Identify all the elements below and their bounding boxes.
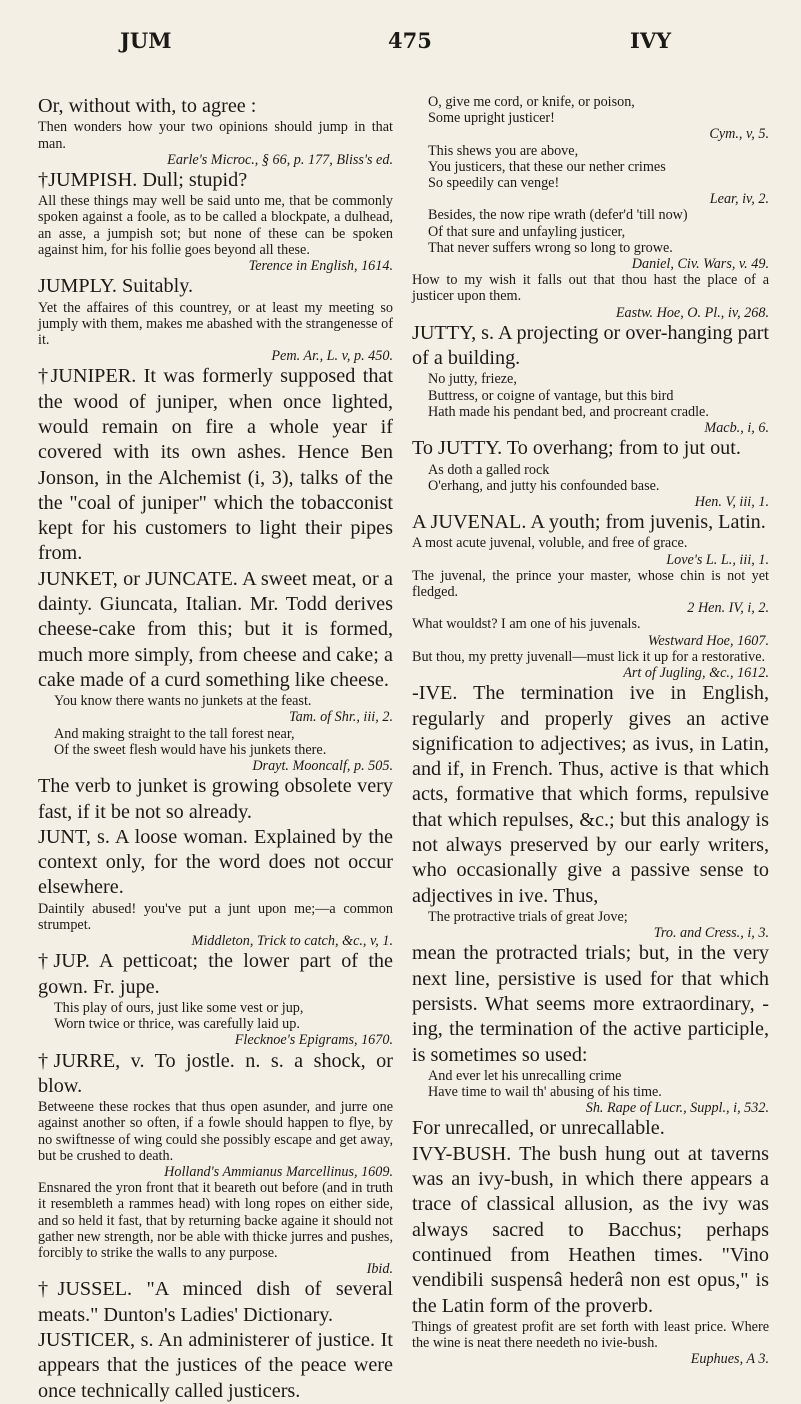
quotation: No jutty, frieze, [428, 371, 517, 388]
citation: 2 Hen. IV, i, 2. [687, 600, 769, 617]
header-right-word: IVY [630, 28, 672, 53]
entry-jumply: JUMPLY. Suitably. [38, 275, 194, 298]
citation: Terence in English, 1614. [248, 258, 393, 275]
citation: Tro. and Cress., i, 3. [653, 925, 769, 942]
entry-text: For unrecalled, or unrecallable. [412, 1117, 665, 1140]
entry-justicer: JUSTICER, s. An administerer of justice. It appears that the justices of the peace were once technically called justicers. [38, 1328, 393, 1402]
quotation: Betweene these rockes that thus open asunder, and jurre one against another so often, if a fowle should happen to flye, by no swiftnesse of wing could she possibly escape and get away, but be crushed to death. [38, 1099, 393, 1164]
entry-jussel: †JUSSEL. "A minced dish of several meats." Dunton's Ladies' Dictionary. [38, 1278, 393, 1326]
entry-junket: JUNKET, or JUNCATE. A sweet meat, or a dainty. Giuncata, Italian. Mr. Todd derives cheese-cake from this; but it is formed, much more simply, from cheese and cake; a cake made of a curd something like cheese. [38, 567, 393, 691]
citation: Art of Jugling, &c., 1612. [623, 665, 769, 682]
quotation: This shews you are above, [428, 142, 579, 159]
left-column [38, 94, 393, 1404]
quotation: The juvenal, the prince your master, whose chin is not yet fledged. [412, 567, 769, 601]
citation: Holland's Ammianus Marcellinus, 1609. [164, 1163, 393, 1180]
entry-ivy-bush: IVY-BUSH. The bush hung out at taverns was an ivy-bush, in which there appears a trace of classical allusion, as the ivy was always sacred to Bacchus; perhaps continued from Heathen times. "Vino vendibili suspensâ hederâ non est opus," is the Latin form of the proverb. [412, 1142, 769, 1317]
quotation: Buttress, or coigne of vantage, but this bird [428, 387, 674, 404]
entry-text: The verb to junket is growing obsolete very fast, if it be not so already. [38, 775, 393, 823]
entry-junt: JUNT, s. A loose woman. Explained by the context only, for the word does not occur elsewhere. [38, 825, 393, 899]
quotation: Some upright justicer! [428, 110, 555, 127]
page-number: 475 [388, 28, 432, 53]
quotation: But thou, my pretty juvenall—must lick it up for a restorative. [412, 648, 766, 665]
citation: Drayt. Mooncalf, p. 505. [252, 758, 393, 774]
quotation: The protractive trials of great Jove; [428, 908, 628, 925]
quotation: That never suffers wrong so long to growe. [428, 239, 673, 256]
entry-jurre: †JURRE, v. To jostle. n. s. a shock, or blow. [38, 1049, 393, 1097]
quotation: O, give me cord, or knife, or poison, [428, 94, 635, 110]
quotation: Hath made his pendant bed, and procreant cradle. [428, 403, 709, 420]
quotation: Of the sweet flesh would have his junkets there. [54, 741, 327, 758]
citation: Eastw. Hoe, O. Pl., iv, 268. [615, 304, 769, 321]
quotation: All these things may well be said unto me, that be commonly spoken against a foole, as to be called a blockpate, a dulhead, an asse, a jumpish sot; but none of these can be spoken against him, for his follie goes beyond all these. [38, 193, 393, 258]
quotation: You know there wants no junkets at the feast. [54, 693, 312, 710]
quotation: Have time to wail th' abusing of his time. [428, 1084, 662, 1101]
entry-ive: -IVE. The termination ive in English, regularly and properly gives an active signification to adjectives; as ivus, in Latin, and if, in French. Thus, active is that which acts, formative that which forms, repulsive that which repulses, &c.; but this analogy is not always preserved by our early writers, who occasionally give a passive sense to adjectives in ive. Thus, [412, 682, 769, 907]
entry-to-jutty: To JUTTY. To overhang; from to jut out. [412, 437, 741, 460]
citation: Daniel, Civ. Wars, v. 49. [631, 256, 769, 273]
entry-juniper: †JUNIPER. It was formerly supposed that the wood of juniper, when once lighted, would remain on fire a whole year if covered with its own ashes. Hence Ben Jonson, in the Alchemist (i, 3), talks of the the "coal of juniper" which the tobacconist kept for his customers to light their pipes from. [38, 365, 393, 565]
entry-text: mean the protracted trials; but, in the very next line, persistive is used for that which persists. What seems more extraordinary, -ing, the termination of the active participle, is sometimes so used: [412, 942, 769, 1066]
entry-text: Or, without with, to agree : [38, 95, 257, 117]
right-column [412, 94, 769, 1367]
quotation: So speedily can venge! [428, 175, 560, 192]
quotation: Of that sure and unfayling justicer, [428, 223, 626, 240]
quotation: Then wonders how your two opinions should jump in that man. [38, 119, 393, 152]
quotation: This play of ours, just like some vest or jup, [54, 999, 304, 1016]
header-left-word: JUM [120, 28, 172, 53]
quotation: Ensnared the yron front that it beareth out before (and in truth it resembleth a rammes head) with long ropes on either side, and so held it fast, that by returning backe againe it should not gather new strength, nor be able with thicke jurres and pushes, forcibly to strike the walls to any purpose. [38, 1180, 393, 1261]
citation: Hen. V, iii, 1. [694, 493, 769, 510]
quotation: Things of greatest profit are set forth with least price. Where the wine is neat there needeth no ivie-bush. [412, 1318, 769, 1352]
quotation: Worn twice or thrice, was carefully laid up. [54, 1016, 300, 1033]
citation: Ibid. [366, 1261, 393, 1278]
running-header [0, 28, 801, 58]
quotation: And making straight to the tall forest near, [54, 725, 295, 742]
citation: Cym., v, 5. [709, 126, 769, 143]
quotation: What wouldst? I am one of his juvenals. [412, 616, 641, 633]
quotation: Besides, the now ripe wrath (defer'd 'till now) [428, 207, 688, 224]
citation: Love's L. L., iii, 1. [666, 551, 769, 568]
citation: Macb., i, 6. [704, 420, 769, 437]
citation: Euphues, A 3. [690, 1351, 769, 1368]
quotation: You justicers, that these our nether crimes [428, 158, 666, 175]
citation: Lear, iv, 2. [709, 191, 769, 208]
citation: Pem. Ar., L. v, p. 450. [271, 348, 393, 365]
entry-jutty: JUTTY, s. A projecting or over-hanging part of a building. [412, 321, 769, 370]
entry-juvenal: A JUVENAL. A youth; from juvenis, Latin. [412, 511, 766, 534]
citation: Middleton, Trick to catch, &c., v, 1. [191, 933, 393, 950]
quotation: A most acute juvenal, voluble, and free of grace. [412, 535, 688, 552]
entry-jup: †JUP. A petticoat; the lower part of the gown. Fr. jupe. [38, 950, 393, 998]
quotation: And ever let his unrecalling crime [428, 1067, 622, 1084]
citation: Westward Hoe, 1607. [647, 632, 769, 649]
citation: Flecknoe's Epigrams, 1670. [234, 1032, 393, 1049]
citation: Tam. of Shr., iii, 2. [289, 709, 393, 726]
quotation: Yet the affaires of this countrey, or at least my meeting so jumply with them, makes me abashed with the strangenesse of it. [38, 299, 393, 348]
citation: Earle's Microc., § 66, p. 177, Bliss's ed. [167, 151, 393, 168]
quotation: O'erhang, and jutty his confounded base. [428, 477, 660, 494]
entry-jumpish: †JUMPISH. Dull; stupid? [38, 168, 248, 191]
quotation: How to my wish it falls out that thou hast the place of a justicer upon them. [412, 272, 769, 305]
quotation: Daintily abused! you've put a junt upon me;—a common strumpet. [38, 900, 393, 933]
citation: Sh. Rape of Lucr., Suppl., i, 532. [585, 1100, 769, 1117]
quotation: As doth a galled rock [428, 461, 550, 478]
